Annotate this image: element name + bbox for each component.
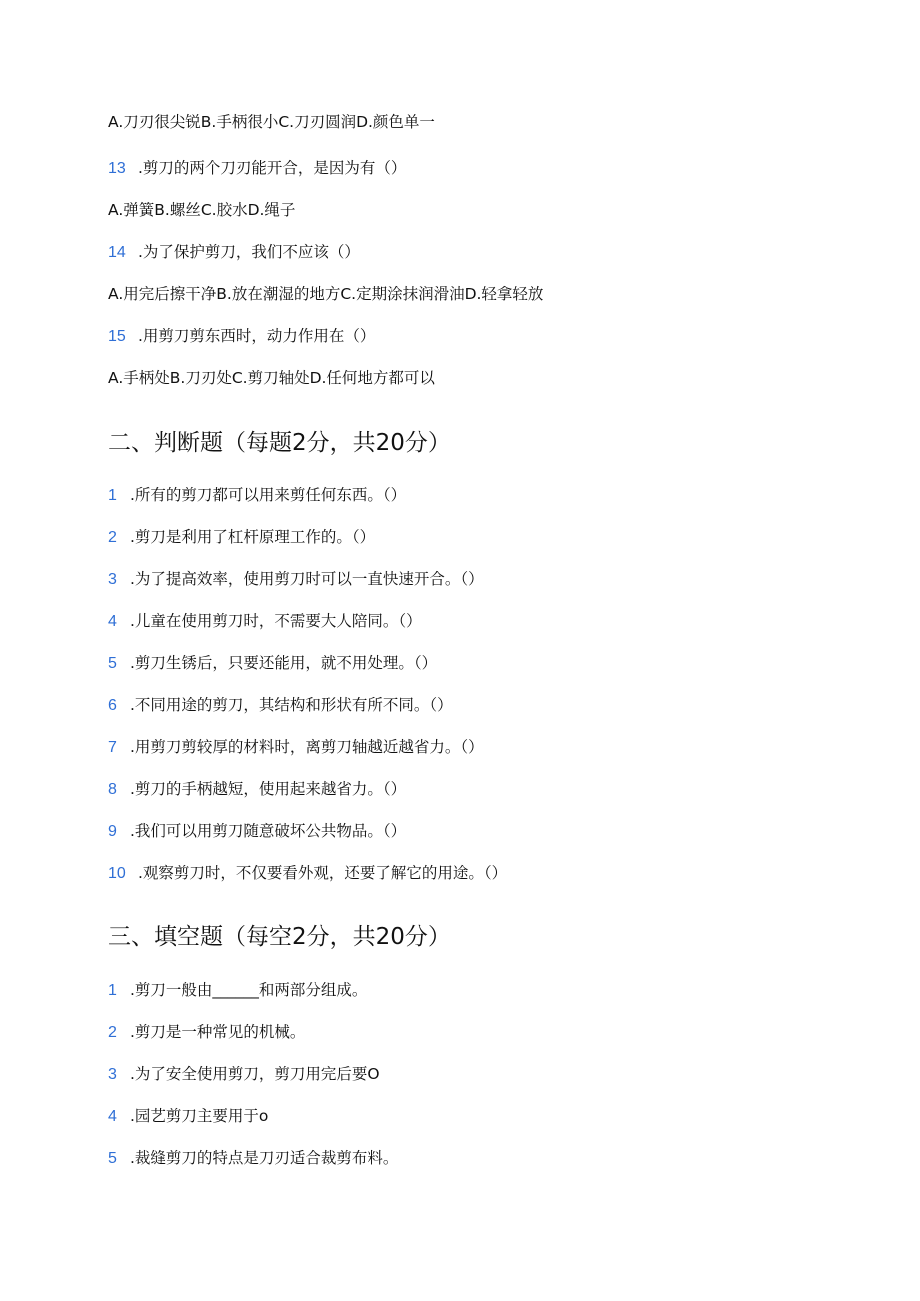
option-text: A.刀刃很尖锐B.手柄很小C.刀刃圆润D.颜色单一 xyxy=(108,113,435,131)
question-number: 10 xyxy=(108,865,126,882)
question-number: 3 xyxy=(108,571,117,588)
question-number: 5 xyxy=(108,1150,117,1167)
question-text: .为了提高效率，使用剪刀时可以一直快速开合。（） xyxy=(130,570,484,588)
tf-question-4 xyxy=(108,611,422,632)
question-text: .剪刀生锈后，只要还能用，就不用处理。（） xyxy=(130,654,438,672)
question-text: .剪刀一般由______和两部分组成。 xyxy=(130,981,368,999)
section-heading-fill-blank: 三、填空题（每空2分，共20分） xyxy=(108,924,451,950)
question-13 xyxy=(108,158,406,179)
question-text: .儿童在使用剪刀时，不需要大人陪同。（） xyxy=(130,612,422,630)
tf-question-2 xyxy=(108,527,375,548)
question-text: .剪刀的两个刀刃能开合，是因为有（） xyxy=(138,159,407,177)
tf-question-3 xyxy=(108,569,484,590)
mc-options-12 xyxy=(108,112,435,132)
mc-options-13 xyxy=(108,200,295,220)
fill-question-1 xyxy=(108,980,367,1001)
option-text: A.用完后擦干净B.放在潮湿的地方C.定期涂抹润滑油D.轻拿轻放 xyxy=(108,285,544,303)
question-text: .用剪刀剪东西时，动力作用在（） xyxy=(138,327,376,345)
tf-question-5 xyxy=(108,653,437,674)
mc-options-14 xyxy=(108,284,543,304)
option-text: A.弹簧B.螺丝C.胶水D.绳子 xyxy=(108,201,296,219)
tf-question-1 xyxy=(108,485,406,506)
question-text: .剪刀是一种常见的机械。 xyxy=(130,1023,306,1041)
question-text: .不同用途的剪刀，其结构和形状有所不同。（） xyxy=(130,696,453,714)
question-text: .为了安全使用剪刀，剪刀用完后要O xyxy=(130,1065,380,1083)
question-text: .观察剪刀时，不仅要看外观，还要了解它的用途。（） xyxy=(138,864,508,882)
question-text: .剪刀的手柄越短，使用起来越省力。（） xyxy=(130,780,407,798)
question-text: .所有的剪刀都可以用来剪任何东西。（） xyxy=(130,486,407,504)
fill-question-3 xyxy=(108,1064,380,1085)
question-text: .剪刀是利用了杠杆原理工作的。（） xyxy=(130,528,376,546)
question-text: .裁缝剪刀的特点是刀刃适合裁剪布料。 xyxy=(130,1149,399,1167)
question-number: 9 xyxy=(108,823,117,840)
question-number: 15 xyxy=(108,328,126,345)
question-number: 14 xyxy=(108,244,126,261)
question-number: 1 xyxy=(108,487,117,504)
question-number: 2 xyxy=(108,529,117,546)
question-number: 4 xyxy=(108,1108,117,1125)
section-heading-true-false: 二、判断题（每题2分，共20分） xyxy=(108,430,451,456)
question-number: 5 xyxy=(108,655,117,672)
tf-question-8 xyxy=(108,779,406,800)
question-text: .我们可以用剪刀随意破坏公共物品。（） xyxy=(130,822,407,840)
fill-question-5 xyxy=(108,1148,398,1169)
question-15 xyxy=(108,326,375,347)
tf-question-9 xyxy=(108,821,406,842)
mc-options-15 xyxy=(108,368,435,388)
question-number: 8 xyxy=(108,781,117,798)
question-number: 13 xyxy=(108,160,126,177)
question-number: 7 xyxy=(108,739,117,756)
option-text: A.手柄处B.刀刃处C.剪刀轴处D.任何地方都可以 xyxy=(108,369,435,387)
tf-question-10 xyxy=(108,863,507,884)
question-text: .园艺剪刀主要用于o xyxy=(130,1107,269,1125)
question-number: 1 xyxy=(108,982,117,999)
fill-question-2 xyxy=(108,1022,305,1043)
question-number: 2 xyxy=(108,1024,117,1041)
tf-question-7 xyxy=(108,737,484,758)
question-number: 3 xyxy=(108,1066,117,1083)
fill-question-4 xyxy=(108,1106,268,1127)
question-text: .用剪刀剪较厚的材料时，离剪刀轴越近越省力。（） xyxy=(130,738,484,756)
question-number: 6 xyxy=(108,697,117,714)
tf-question-6 xyxy=(108,695,453,716)
question-14 xyxy=(108,242,360,263)
question-text: .为了保护剪刀，我们不应该（） xyxy=(138,243,360,261)
question-number: 4 xyxy=(108,613,117,630)
